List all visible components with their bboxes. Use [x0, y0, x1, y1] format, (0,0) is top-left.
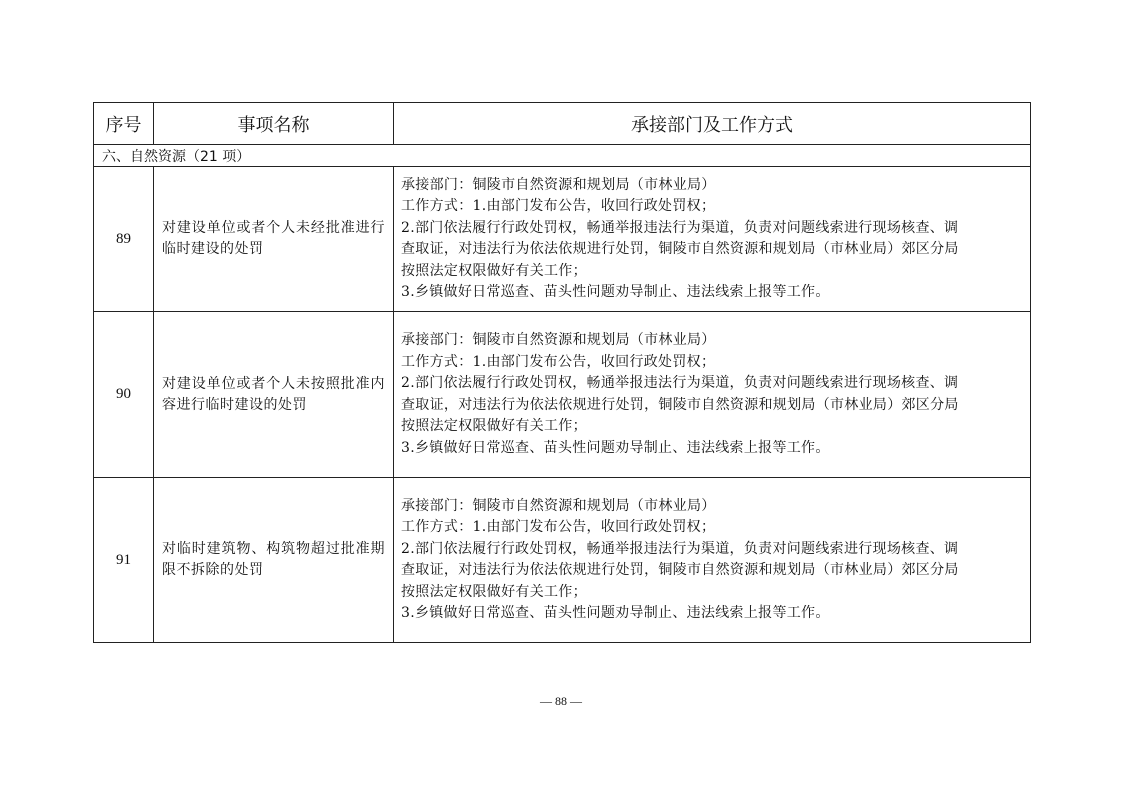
row-item-name: 对临时建筑物、构筑物超过批准期限不拆除的处罚: [154, 478, 394, 643]
description-line: 工作方式：1.由部门发布公告，收回行政处罚权；: [401, 519, 716, 535]
table-header-row: [94, 103, 1031, 145]
description-line: 工作方式：1.由部门发布公告，收回行政处罚权；: [401, 353, 716, 370]
description-line: 3.乡镇做好日常巡查、苗头性问题劝导制止、违法线索上报等工作。: [401, 439, 830, 456]
row-item-name: 对建设单位或者个人未经批准进行临时建设的处罚: [154, 167, 394, 312]
section-title: 六、自然资源（21 项）: [94, 145, 1031, 167]
table-row: [94, 312, 1031, 478]
description-line: 承接部门：铜陵市自然资源和规划局（市林业局）: [401, 497, 716, 514]
items-table: [93, 102, 1031, 643]
header-department-method: 承接部门及工作方式: [394, 103, 1031, 145]
table-row: [94, 167, 1031, 312]
row-description: [394, 167, 1031, 312]
description-line: 查取证，对违法行为依法依规进行处罚，铜陵市自然资源和规划局（市林业局）郊区分局: [401, 562, 959, 578]
header-item-name: 事项名称: [154, 103, 394, 145]
row-number: 90: [94, 312, 154, 478]
description-line: 3.乡镇做好日常巡查、苗头性问题劝导制止、违法线索上报等工作。: [401, 284, 830, 300]
description-line: 2.部门依法履行行政处罚权，畅通举报违法行为渠道，负责对问题线索进行现场核查、调: [401, 219, 959, 236]
description-line: 查取证，对违法行为依法依规进行处罚，铜陵市自然资源和规划局（市林业局）郊区分局: [401, 396, 959, 413]
description-line: 承接部门：铜陵市自然资源和规划局（市林业局）: [401, 332, 716, 348]
header-number: 序号: [94, 103, 154, 145]
description-line: 3.乡镇做好日常巡查、苗头性问题劝导制止、违法线索上报等工作。: [401, 605, 830, 621]
row-number: 89: [94, 167, 154, 312]
description-line: 2.部门依法履行行政处罚权，畅通举报违法行为渠道，负责对问题线索进行现场核查、调: [401, 540, 959, 557]
row-description: [394, 478, 1031, 643]
description-line: 按照法定权限做好有关工作；: [401, 583, 587, 600]
section-row: [94, 145, 1031, 167]
row-number: 91: [94, 478, 154, 643]
page-number: — 88 —: [540, 694, 582, 708]
description-line: 查取证，对违法行为依法依规进行处罚，铜陵市自然资源和规划局（市林业局）郊区分局: [401, 241, 959, 257]
row-item-name: 对建设单位或者个人未按照批准内容进行临时建设的处罚: [154, 312, 394, 478]
description-line: 工作方式：1.由部门发布公告，收回行政处罚权；: [401, 198, 716, 214]
description-line: 按照法定权限做好有关工作；: [401, 418, 587, 434]
row-description: [394, 312, 1031, 478]
description-line: 2.部门依法履行行政处罚权，畅通举报违法行为渠道，负责对问题线索进行现场核查、调: [401, 375, 959, 391]
description-line: 按照法定权限做好有关工作；: [401, 262, 587, 279]
description-line: 承接部门：铜陵市自然资源和规划局（市林业局）: [401, 176, 716, 193]
table-row: [94, 478, 1031, 643]
